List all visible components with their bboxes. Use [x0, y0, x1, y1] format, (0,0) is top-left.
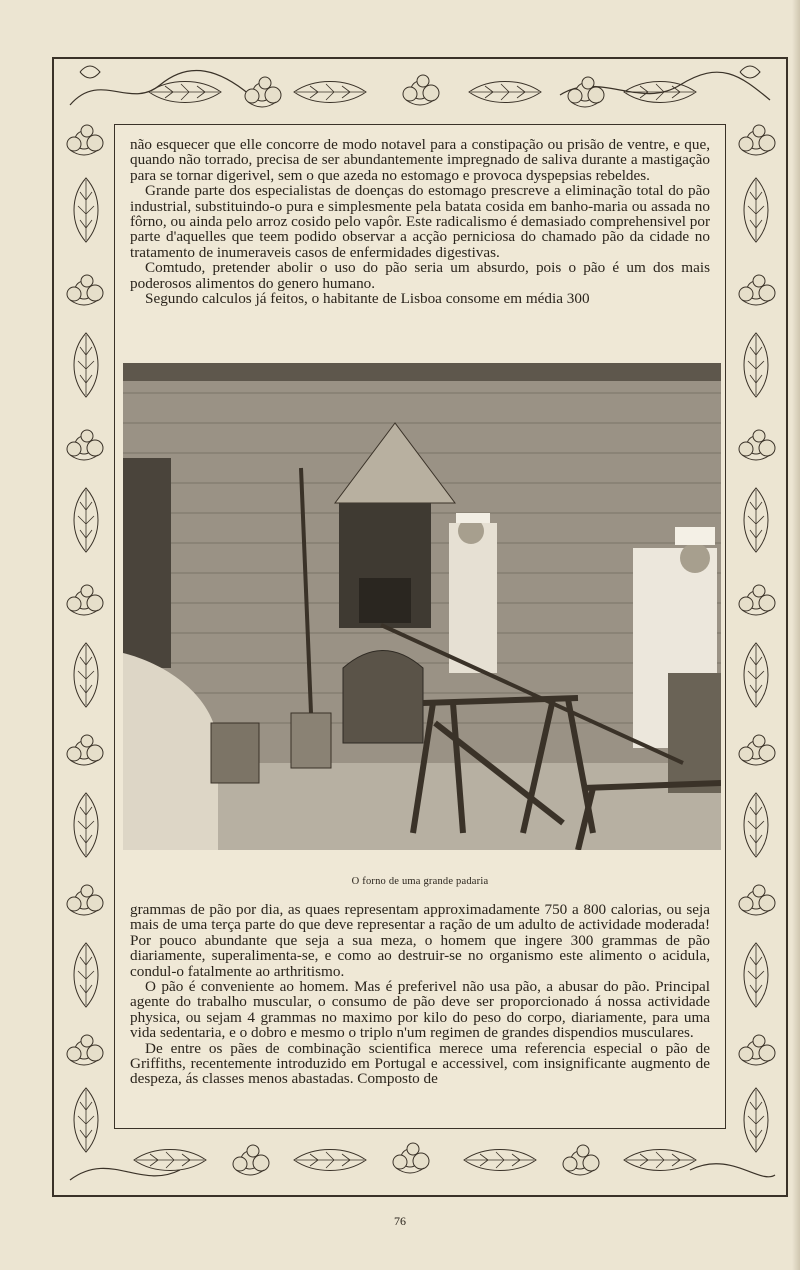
photo-caption: O forno de uma grande padaria: [351, 876, 489, 887]
paragraph: não esquecer que elle concorre de modo notavel para a constipação ou prisão de ventre, e que, quando não torrado, precisa de ser abundantemente impregnado de saliva durante a mastigação para se tornar digerivel, sem o que azeda no estomago e provoca dyspepsias rebeldes.: [130, 136, 710, 184]
bottom-ornament-band: [70, 1143, 775, 1180]
article-text-bottom: [130, 902, 710, 1087]
left-ornament-column: [67, 125, 103, 1152]
right-ornament-column: [739, 125, 775, 1152]
article-text-top: [130, 137, 710, 306]
paragraph: Comtudo, pretender abolir o uso do pão seria um absurdo, pois o pão é um dos mais poderosos alimentos do genero humano.: [130, 259, 710, 292]
paragraph: grammas de pão por dia, as quaes representam approximadamente 750 a 800 calorias, ou seja mais de uma terça parte do que deve representar a ração de um adulto de actividade moderada! Por pouco abundante que seja a sua meza, o homem que ingere 300 grammas de pão diariamente, superalimenta-se, e como ao destruir-se no organismo este alimento o acidula, condul-o fatalmente ao arthritismo.: [130, 901, 710, 980]
paragraph: O pão é conveniente ao homem. Mas é preferivel não usa pão, a abusar do pão. Principal agente do trabalho muscular, o consumo de pão deve ser proporcionado á nossa actividade physica, ou sejam 4 grammas no maximo por kilo do peso do corpo, diariamente, para uma vida sedentaria, e o dobro e mesmo o triplo n'um regimen de grandes dispendios musculares.: [130, 978, 710, 1042]
paragraph: Segundo calculos já feitos, o habitante de Lisboa consome em média 300: [145, 290, 590, 308]
bakery-oven-photo: [123, 363, 721, 850]
top-ornament-band: [70, 66, 770, 107]
page-number: 76: [394, 1214, 406, 1228]
paragraph: Grande parte dos especialistas de doenças do estomago prescreve a eliminação total do pão industrial, substituindo-o pura e simplesmente pela batata cosida em banho-maria ou assada no fôrno, ou ainda pelo arroz cosido pelo vapôr. Este radicalismo é demasiado comprehensivel por parte d'aquelles que teem podido observar a acção perniciosa do chamado pão da cidade no tratamento de inumeraveis casos de enfermidades digestivas.: [130, 182, 710, 261]
paragraph: De entre os pães de combinação scientifica merece uma referencia especial o pão de Griffiths, recentemente introduzido em Portugal e accessivel, com insignificante augmento de despeza, ás classes menos abastadas. Composto de: [130, 1039, 710, 1088]
